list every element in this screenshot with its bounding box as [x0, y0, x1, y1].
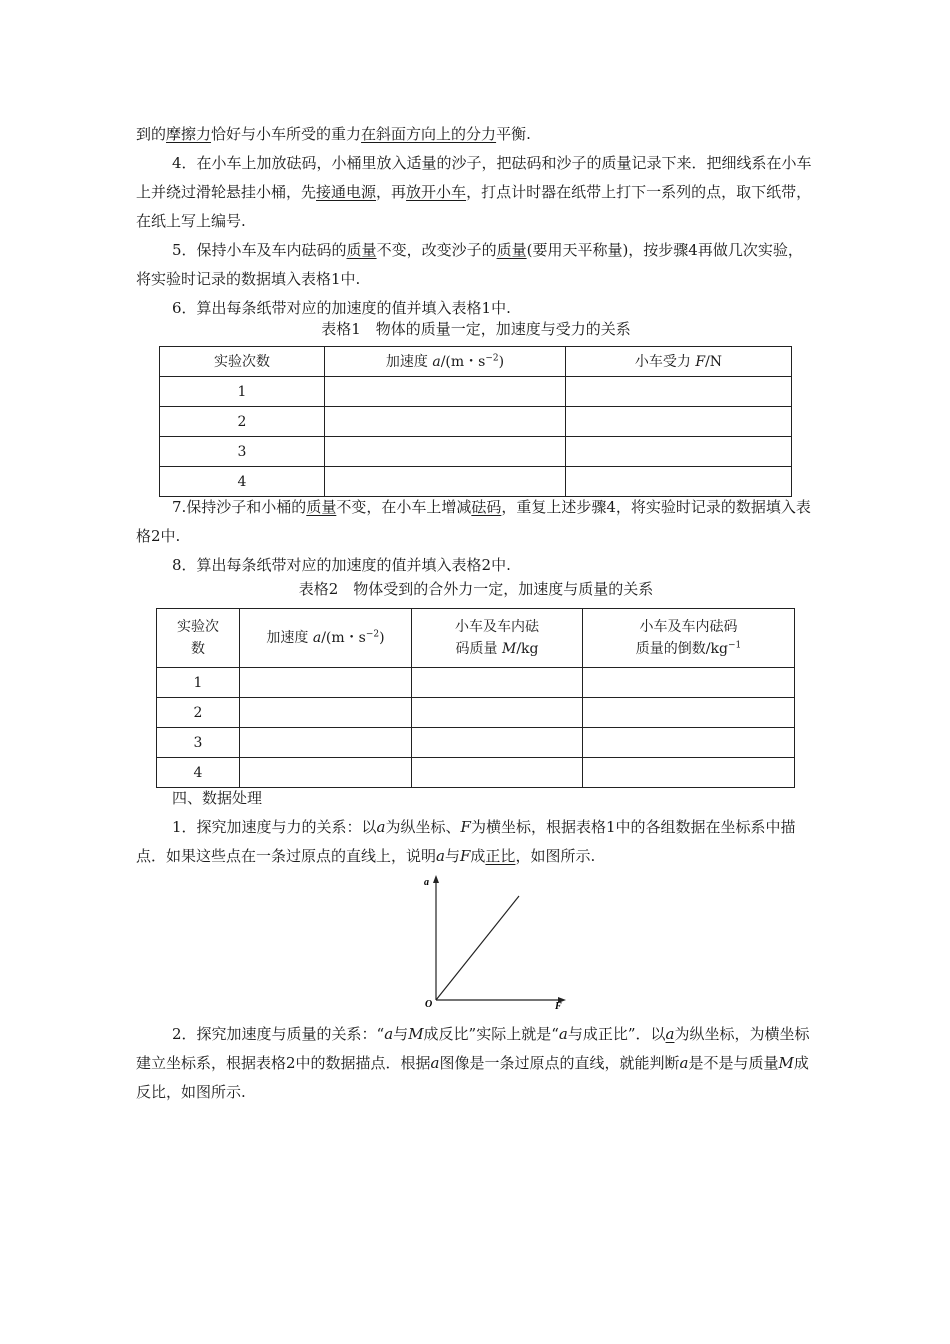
cell-empty	[566, 437, 792, 467]
header-trials: 实验次数	[160, 347, 325, 377]
text: 4．在小车上加放砝码，小桶里放入适量的沙子，把砝码和沙子的质量记录下来．把细线系在小车上并绕过滑轮悬挂小桶，先	[136, 154, 812, 201]
paragraph-mass-relation	[136, 1020, 816, 1107]
text: 为纵坐标、	[385, 818, 461, 836]
text: 小车受力	[634, 353, 696, 370]
x-axis-label: F	[555, 1001, 562, 1010]
variable: a	[384, 1025, 394, 1043]
text	[412, 638, 582, 660]
row-number: 3	[160, 437, 325, 467]
text: 1．探究加速度与力的关系：以	[172, 818, 377, 836]
text: 成反比”实际上就是“	[423, 1025, 559, 1043]
blank-answer: 在斜面方向上的分力	[361, 125, 497, 143]
text: 成反比，如图所示.	[136, 1054, 809, 1101]
text: 质量的倒数/kg	[635, 641, 728, 657]
cell-empty	[566, 467, 792, 497]
blank-answer: 质量	[306, 498, 337, 516]
row-number: 4	[160, 467, 325, 497]
text: /kg	[516, 641, 539, 657]
text: (要用天平称量)，按步骤4再做几次实验，将实验时记录的数据填入表格1中.	[136, 241, 803, 288]
blank-answer: 摩擦力	[166, 125, 212, 143]
table-row	[157, 668, 795, 698]
cell-empty	[240, 728, 412, 758]
y-axis-arrow	[433, 875, 439, 883]
table1	[159, 346, 792, 497]
cell-empty	[583, 668, 795, 698]
cell-empty	[412, 698, 583, 728]
header-trials	[157, 609, 240, 668]
text: 7.保持沙子和小桶的	[172, 498, 307, 516]
text: 与	[444, 847, 460, 865]
text: 与成正比”．以	[567, 1025, 666, 1043]
header-mass	[412, 609, 583, 668]
table2-caption: 表格2 物体受到的合外力一定，加速度与质量的关系	[298, 580, 654, 598]
cell-empty	[240, 758, 412, 788]
cell-empty	[325, 377, 566, 407]
text: 实验次	[177, 619, 219, 635]
blank-answer: 质量	[346, 241, 377, 259]
table-row	[157, 728, 795, 758]
text: 到的	[136, 125, 167, 143]
row-number: 3	[157, 728, 240, 758]
cell-empty	[583, 758, 795, 788]
exponent: −2	[485, 352, 499, 363]
row-number: 1	[157, 668, 240, 698]
table-row	[160, 467, 792, 497]
cell-empty	[412, 728, 583, 758]
cell-empty	[566, 377, 792, 407]
variable: M	[408, 1025, 424, 1043]
header-inverse-mass	[583, 609, 795, 668]
paragraph-friction	[136, 120, 816, 149]
text: /(m・s	[321, 630, 366, 646]
exponent: −2	[365, 629, 380, 640]
variable: a	[436, 847, 445, 865]
header-acceleration	[240, 609, 412, 668]
blank-answer: 接通电源	[316, 183, 377, 201]
cell-empty	[583, 698, 795, 728]
blank-answer: 质量	[496, 241, 527, 259]
table-header-row	[160, 347, 792, 377]
variable: F	[695, 353, 706, 370]
text: 2．探究加速度与质量的关系：“	[172, 1025, 385, 1043]
text: /N	[705, 353, 723, 370]
variable: a	[558, 1025, 568, 1043]
row-number: 2	[157, 698, 240, 728]
cell-empty	[412, 668, 583, 698]
text: 加速度	[385, 353, 433, 370]
cell-empty	[240, 668, 412, 698]
text: 不变，改变沙子的	[376, 241, 497, 259]
exponent: −1	[727, 640, 742, 651]
text: 为纵坐标，为横坐标建立坐标系，根据表格2中的数据描点．根据	[136, 1025, 810, 1072]
table-row	[160, 437, 792, 467]
variable: M	[778, 1054, 794, 1072]
text: )	[379, 630, 385, 646]
blank-answer: 砝码	[471, 498, 502, 516]
text: 8．算出每条纸带对应的加速度的值并填入表格2中.	[172, 556, 511, 574]
text: 5．保持小车及车内砝码的	[172, 241, 347, 259]
text: 图像是一条过原点的直线，就能判断	[439, 1054, 680, 1072]
table-row	[157, 698, 795, 728]
text: 是不是与质量	[688, 1054, 779, 1072]
paragraph-step-7	[136, 493, 816, 551]
text	[583, 638, 794, 660]
origin-label: O	[425, 999, 433, 1010]
proportional-line	[436, 896, 519, 1000]
text: 恰好与小车所受的重力	[211, 125, 362, 143]
text: 码质量	[455, 641, 502, 657]
paragraph-force-relation	[136, 813, 816, 871]
table-row	[160, 407, 792, 437]
header-acceleration	[325, 347, 566, 377]
table-row	[157, 758, 795, 788]
blank-answer: 放开小车	[406, 183, 467, 201]
variable: a	[312, 630, 322, 646]
paragraph-step-8	[136, 551, 816, 580]
variable: M	[501, 641, 517, 657]
text: 小车及车内砝码	[639, 619, 738, 635]
cell-empty	[412, 758, 583, 788]
section-heading: 四、数据处理	[172, 789, 263, 807]
text: 成	[470, 847, 486, 865]
table-row	[160, 377, 792, 407]
cell-empty	[325, 407, 566, 437]
text: /(m・s	[440, 353, 486, 370]
variable: F	[459, 847, 471, 865]
text: 加速度	[266, 630, 313, 646]
text: ，再	[376, 183, 407, 201]
table-header-row	[157, 609, 795, 668]
paragraph-step-5	[136, 236, 816, 294]
text: )	[498, 353, 505, 370]
table2	[156, 608, 795, 788]
text: ，重复上述步骤4，将实验时记录的数据填入表格2中.	[136, 498, 811, 545]
cell-empty	[325, 437, 566, 467]
paragraph-step-4	[136, 149, 816, 236]
a-vs-f-graph	[420, 872, 570, 1010]
blank-answer: 正比	[485, 847, 516, 865]
text: 数	[191, 641, 205, 657]
text: 小车及车内砝	[455, 619, 539, 635]
row-number: 4	[157, 758, 240, 788]
y-axis-label: a	[424, 877, 429, 888]
text: 为横坐标，根据表格1中的各组数据在坐标系中描点．如果这些点在一条过原点的直线上，说明	[136, 818, 796, 865]
header-force	[566, 347, 792, 377]
variable: a	[679, 1054, 689, 1072]
variable: a	[430, 1054, 440, 1072]
variable: F	[460, 818, 471, 836]
blank-answer: a	[665, 1025, 675, 1043]
variable: a	[432, 353, 441, 370]
variable: a	[376, 818, 386, 836]
text: 6．算出每条纸带对应的加速度的值并填入表格1中.	[172, 299, 511, 317]
row-number: 2	[160, 407, 325, 437]
row-number: 1	[160, 377, 325, 407]
text: ，如图所示.	[515, 847, 596, 865]
text: 与	[393, 1025, 409, 1043]
text: 不变，在小车上增减	[336, 498, 472, 516]
cell-empty	[240, 698, 412, 728]
cell-empty	[583, 728, 795, 758]
cell-empty	[566, 407, 792, 437]
text: ，打点计时器在纸带上打下一系列的点，取下纸带，在纸上写上编号.	[136, 183, 812, 230]
table1-caption: 表格1 物体的质量一定，加速度与受力的关系	[321, 320, 631, 338]
text: 平衡.	[496, 125, 531, 143]
cell-empty	[325, 467, 566, 497]
